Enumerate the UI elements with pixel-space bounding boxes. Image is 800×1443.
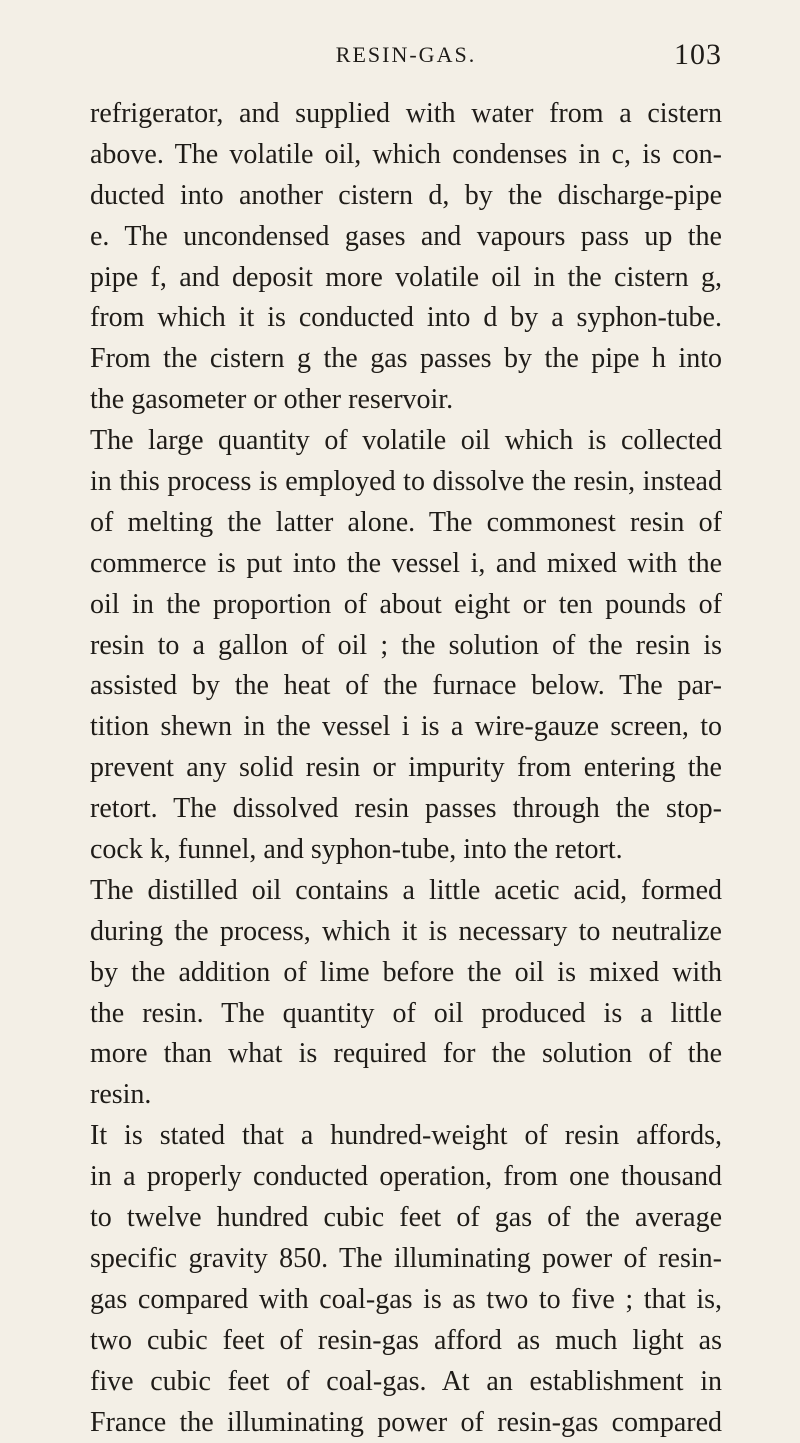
text-line: oil in the proportion of about eight or ten pounds of [90, 585, 722, 626]
text-line: e. The uncondensed gases and vapours pass up the [90, 217, 722, 258]
text-line: commerce is put into the vessel i, and mixed with the [90, 544, 722, 585]
text-line: ducted into another cistern d, by the discharge-pipe [90, 176, 722, 217]
text-line: from which it is conducted into d by a syphon-tube. [90, 298, 722, 339]
text-line: of melting the latter alone. The commonest resin of [90, 503, 722, 544]
page-number: 103 [674, 38, 722, 72]
text-line: retort. The dissolved resin passes through the stop- [90, 789, 722, 830]
text-line: assisted by the heat of the furnace below. The par- [90, 666, 722, 707]
text-line: by the addition of lime before the oil is mixed with [90, 953, 722, 994]
text-line: The distilled oil contains a little acetic acid, formed [90, 871, 722, 912]
text-line: The large quantity of volatile oil which is collected [90, 421, 722, 462]
text-line: cock k, funnel, and syphon-tube, into the retort. [90, 830, 722, 871]
text-line: From the cistern g the gas passes by the pipe h into [90, 339, 722, 380]
text-line: France the illuminating power of resin-gas compared [90, 1403, 722, 1443]
text-line: to twelve hundred cubic feet of gas of the average [90, 1198, 722, 1239]
text-line: during the process, which it is necessary to neutralize [90, 912, 722, 953]
running-head [90, 38, 722, 78]
text-line: resin to a gallon of oil ; the solution of the resin is [90, 626, 722, 667]
text-line: above. The volatile oil, which condenses in c, is con- [90, 135, 722, 176]
text-line: prevent any solid resin or impurity from entering the [90, 748, 722, 789]
body-text [90, 94, 722, 1443]
text-line: gas compared with coal-gas is as two to five ; that is, [90, 1280, 722, 1321]
text-line: in this process is employed to dissolve the resin, instead [90, 462, 722, 503]
text-line: five cubic feet of coal-gas. At an establishment in [90, 1362, 722, 1403]
text-line: in a properly conducted operation, from one thousand [90, 1157, 722, 1198]
text-line: refrigerator, and supplied with water from a cistern [90, 94, 722, 135]
text-line: specific gravity 850. The illuminating power of resin- [90, 1239, 722, 1280]
text-line: two cubic feet of resin-gas afford as much light as [90, 1321, 722, 1362]
text-line: the resin. The quantity of oil produced is a little [90, 994, 722, 1035]
text-line: tition shewn in the vessel i is a wire-gauze screen, to [90, 707, 722, 748]
text-line: resin. [90, 1075, 722, 1116]
running-title: RESIN-GAS. [90, 42, 722, 68]
text-line: more than what is required for the solution of the [90, 1034, 722, 1075]
text-line: the gasometer or other reservoir. [90, 380, 722, 421]
text-line: pipe f, and deposit more volatile oil in the cistern g, [90, 258, 722, 299]
text-line: It is stated that a hundred-weight of resin affords, [90, 1116, 722, 1157]
